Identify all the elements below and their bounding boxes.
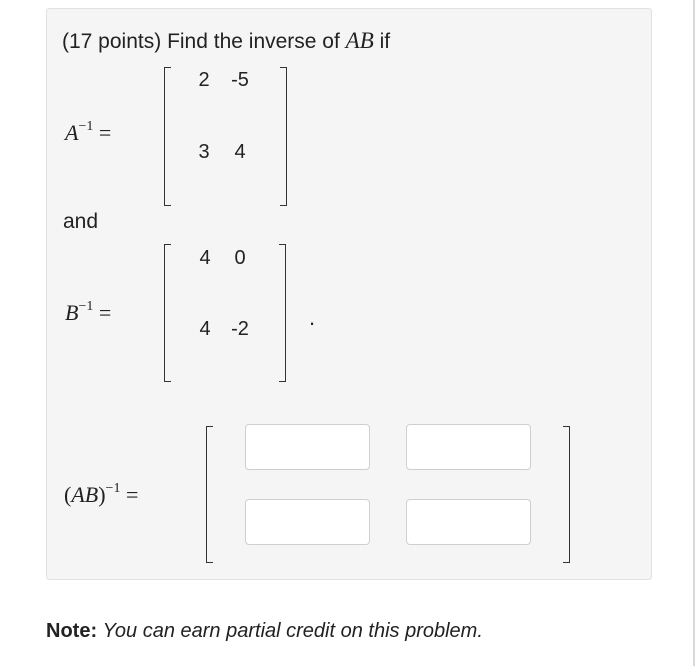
b-trailing-period: . [309, 305, 316, 330]
ab-equals: = [125, 482, 139, 507]
a-equals: = [98, 120, 112, 145]
partial-credit-note [46, 620, 483, 643]
b-matrix-left-bracket [164, 244, 171, 382]
connector-text: and [63, 210, 99, 233]
a-cell-2-2: 4 [234, 141, 246, 163]
b-cell-1-1: 4 [199, 247, 211, 269]
b-cell-2-2: -2 [231, 318, 249, 340]
b-sup: −1 [78, 299, 94, 314]
b-matrix-right-bracket [279, 244, 286, 382]
answer-left-bracket [206, 426, 213, 563]
a-var: A [65, 120, 79, 145]
answer-input-1-1[interactable] [245, 424, 370, 470]
answer-input-1-2[interactable] [406, 424, 531, 470]
answer-input-2-1[interactable] [245, 499, 370, 545]
problem-box [46, 8, 652, 580]
b-cell-2-1: 4 [199, 318, 211, 340]
ab-sup: −1 [105, 481, 121, 496]
answer-input-2-2[interactable] [406, 499, 531, 545]
answer-right-bracket [563, 426, 570, 563]
prompt-suffix: if [379, 30, 391, 53]
target-variable: AB [345, 28, 374, 53]
ab-open-paren: ( [64, 482, 72, 507]
a-cell-1-1: 2 [198, 69, 210, 91]
b-equals: = [98, 300, 112, 325]
a-sup: −1 [78, 119, 94, 134]
a-cell-2-1: 3 [198, 141, 210, 163]
note-label: Note: [46, 620, 98, 642]
prompt-text: Find the inverse of [167, 30, 340, 53]
b-var: B [65, 300, 79, 325]
a-cell-1-2: -5 [231, 69, 249, 91]
note-text: You can earn partial credit on this problem. [102, 620, 483, 642]
b-cell-1-2: 0 [234, 247, 246, 269]
page-edge-rule [693, 0, 695, 666]
ab-inverse-label [64, 481, 138, 508]
points-label: (17 points) [62, 30, 162, 53]
ab-close-paren: ) [98, 482, 106, 507]
problem-title [62, 28, 390, 54]
a-inverse-label [65, 119, 111, 146]
a-matrix-right-bracket [280, 67, 287, 206]
ab-var: AB [71, 482, 99, 507]
b-inverse-label [65, 299, 111, 326]
a-matrix-left-bracket [164, 67, 171, 206]
